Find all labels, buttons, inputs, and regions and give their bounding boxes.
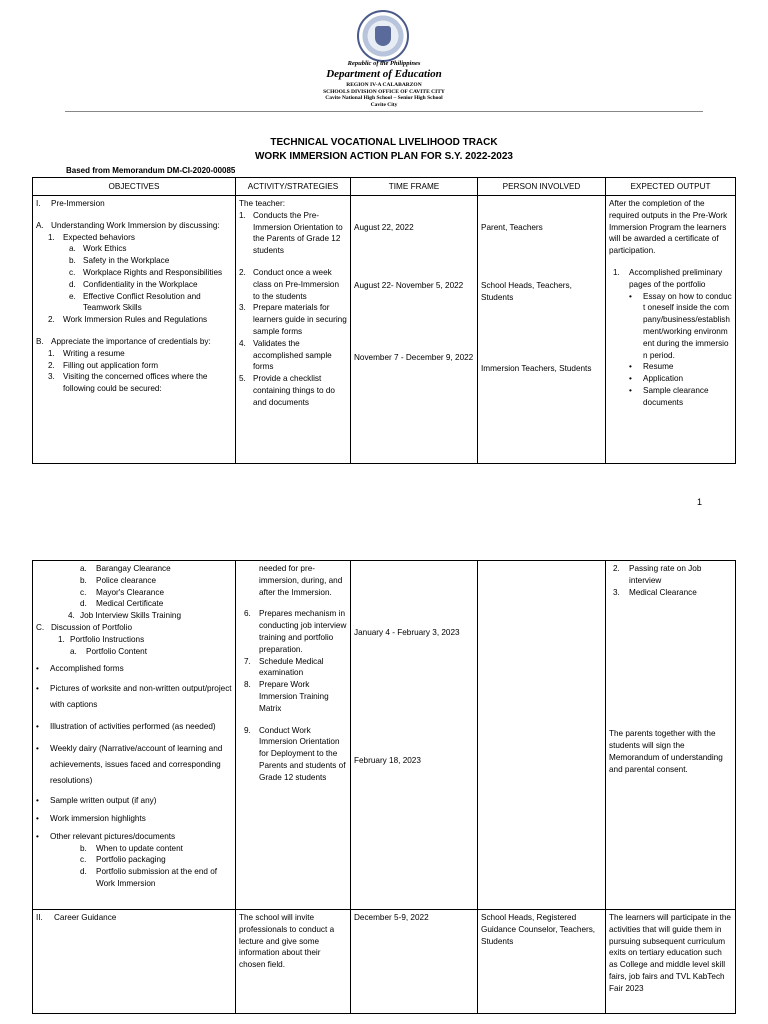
table-row [33,910,736,1014]
objectives-cell: a. Barangay Clearance b. Police clearance c. Mayor's Clearance d. Medical Certificate 4. Job Interview Skills Training C. Discussion of Portfolio 1. Portfolio Instructions a. Portfolio Content • Accomplished forms • Pictures of worksite and non-written output/project with captions • Illustration of activities performed (as needed) • Weekly dairy (Narrative/account of learning and achievements, issues faced and corresponding resolutions) • Sample written output (if any) • Work immersion highlights • Other relevant pictures/documents b. When to update content c. Portfolio packaging d. Portfolio submission at the end of Work Immersion [33,561,236,910]
track-title: TECHNICAL VOCATIONAL LIVELIHOOD TRACK [270,137,498,148]
person-2: School Heads, Teachers, Students [481,280,572,302]
objectives-cell: II. Career Guidance [33,910,236,1014]
expected-output-cell: The learners will participate in the activities that will guide them in pursuing subsequent curriculum exits on tertiary education such as College and middle level skill fairs, job fairs and TVL KabTech Fair 2023 [606,910,736,1014]
person-3: Immersion Teachers, Students [481,364,592,374]
objectives-cell: I. Pre-Immersion A. Understanding Work Immersion by discussing: 1. Expected behaviors a. Work Ethics b. Safety in the Workplace c. Workplace Rights and Responsibilities d. Confidentiality in the Workplace e. Effective Conflict Resolution and Teamwork Skills 2. Work Immersion Rules and Regulations B. Appreciate the importance of credentials by: 1. Writing a resume 2. Filling out application form 3. Visiting the concerned offices where the following could be secured: [33,196,236,464]
action-plan-table-page1 [32,177,736,464]
deped-seal-logo [357,10,409,62]
time-frame-cell [351,196,478,464]
activities-cell: The teacher: 1. Conducts the Pre-Immersion Orientation to the Parents of Grade 12 students 2. Conduct once a week class on Pre-Immersion to the students 3. Prepare materials for learners guide in securing sample forms 4. Validates the accomplished sample forms 5. Provide a checklist containing things to do and documents [236,196,351,464]
table-row [33,196,736,464]
header-activity: ACTIVITY/STRATEGIES [236,178,351,196]
letterhead-divider [65,111,703,112]
parents-consent-output: The parents together with the students will sign the Memorandum of understanding and parental consent. [609,729,723,774]
header-time-frame: TIME FRAME [351,178,478,196]
person-1: Parent, Teachers [481,223,543,232]
header-objectives: OBJECTIVES [33,178,236,196]
objective-career-guidance: Career Guidance [54,913,117,922]
memo-reference: Based from Memorandum DM-CI-2020-00085 [66,166,236,175]
objective-b: Appreciate the importance of credentials by: [51,336,211,346]
header-output: EXPECTED OUTPUT [606,178,736,196]
time-frame-1: January 4 - February 3, 2023 [354,628,460,637]
header-person: PERSON INVOLVED [478,178,606,196]
letterhead-city: Cavite City [370,101,398,108]
objective-a: Understanding Work Immersion by discussing: [51,220,220,230]
person-involved-cell [478,561,606,910]
letterhead-school: Cavite National High School – Senior High School [325,95,443,101]
time-frame-2: February 18, 2023 [354,755,421,765]
table-header-row [33,178,736,196]
person-involved-cell: School Heads, Registered Guidance Counselor, Teachers, Students [478,910,606,1014]
page-2 [0,560,768,1024]
action-plan-table-page2 [32,560,736,1014]
time-frame-1: August 22, 2022 [354,223,414,232]
person-involved-cell [478,196,606,464]
time-frame-cell [351,561,478,910]
expected-output-cell: After the completion of the required outputs in the Pre-Work Immersion Program the learners will be awarded a certificate of participation. 1. Accomplished preliminary pages of the portfolio • Essay on how to conduct oneself inside the company/business/establishment/working environment during the immersion period. • Resume • Application • Sample clearance documents [606,196,736,464]
letterhead-region: REGION IV-A CALABARZON [346,82,422,88]
page-number: 1 [697,497,703,507]
letterhead-republic: Republic of the Philippines [347,60,421,67]
time-frame-2: August 22- November 5, 2022 [354,280,464,290]
letterhead-department: Department of Education [326,68,442,80]
objective-c: Discussion of Portfolio [51,622,132,632]
expected-output-cell: 2. Passing rate on Job interview 3. Medical Clearance The parents together with the students will sign the Memorandum of understanding and parental consent. [606,561,736,910]
table-row [33,561,736,910]
letterhead-division: SCHOOLS DIVISION OFFICE OF CAVITE CITY [323,88,445,95]
objective-pre-immersion: Pre-Immersion [51,199,105,208]
plan-title: WORK IMMERSION ACTION PLAN FOR S.Y. 2022-2023 [254,151,513,162]
activities-cell: The school will invite professionals to conduct a lecture and give some information about their chosen field. [236,910,351,1014]
activities-cell: needed for pre-immersion, during, and after the Immersion. 6. Prepares mechanism in conducting job interview training and portfolio preparation. 7. Schedule Medical examination 8. Prepare Work Immersion Training Matrix 9. Conduct Work Immersion Orientation for Deployment to the Parents and students of Grade 12 students [236,561,351,910]
time-frame-3: November 7 - December 9, 2022 [354,352,474,362]
time-frame-cell: December 5-9, 2022 [351,910,478,1014]
